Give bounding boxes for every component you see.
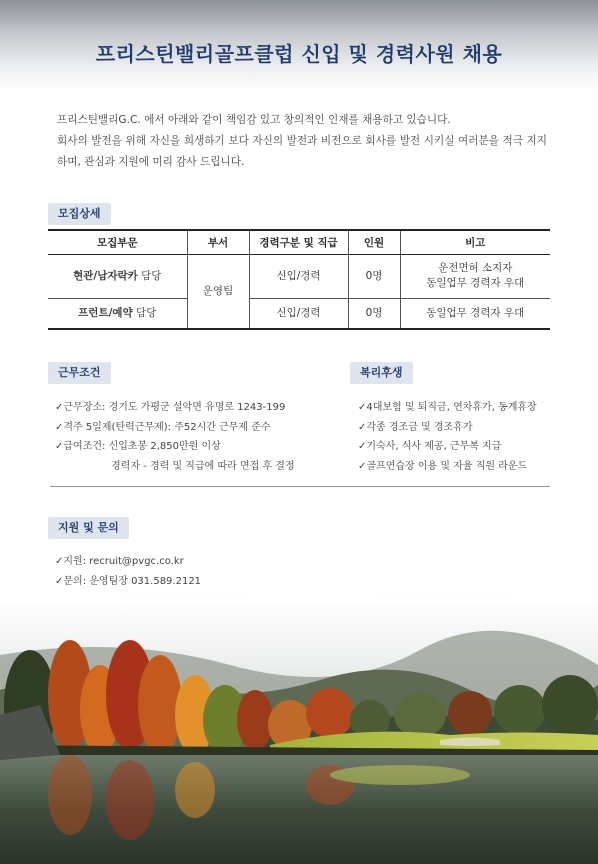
section-recruitment-label: 모집상세 <box>48 203 111 225</box>
role-cell <box>48 254 187 298</box>
benefits-list <box>358 398 558 476</box>
table-row <box>48 254 550 298</box>
col-header-note: 비고 <box>400 230 550 254</box>
career-cell: 신입/경력 <box>249 298 348 329</box>
list-item: ✓지원: recruit@pvgc.co.kr <box>55 556 184 567</box>
section-divider <box>50 486 550 487</box>
career-cell: 신입/경력 <box>249 254 348 298</box>
apply-list <box>55 552 355 591</box>
list-item: ✓각종 경조금 및 경조휴가 <box>358 421 473 433</box>
list-item: 경력자 - 경력 및 직급에 따라 면접 후 결정 <box>111 460 295 472</box>
role-name: 프런트/예약 <box>78 306 133 319</box>
col-header-division: 모집부문 <box>48 230 187 254</box>
note-line: 운전면허 소지자 <box>438 262 513 274</box>
list-item: ✓문의: 운영팀장 031.589.2121 <box>55 575 202 587</box>
role-suffix: 담당 <box>132 306 157 319</box>
recruitment-table <box>48 229 550 330</box>
intro-line-2: 회사의 발전을 위해 자신을 희생하기 보다 자신의 발전과 비전으로 회사를 발전 시키실 여러분을 적극 지지하며, 관심과 지원에 미리 감사 드립니다. <box>57 135 547 168</box>
note-line: 동일업무 경력자 우대 <box>426 277 525 289</box>
intro-text <box>57 110 547 173</box>
list-item: ✓기숙사, 식사 제공, 근무복 지급 <box>358 441 502 452</box>
section-benefits-label: 복리후생 <box>350 362 413 384</box>
role-name: 현관/남자락카 <box>73 269 138 282</box>
list-item: ✓급여조건: 신입초봉 2,850만원 이상 <box>55 441 221 452</box>
list-item: ✓근무장소: 경기도 가평군 설악면 유명로 1243-199 <box>55 402 286 413</box>
col-header-count: 인원 <box>348 230 400 254</box>
list-item: ✓골프연습장 이용 및 자율 직원 라운드 <box>358 460 528 472</box>
count-cell: 0명 <box>348 254 400 298</box>
role-cell <box>48 298 187 329</box>
section-apply-label: 지원 및 문의 <box>48 517 129 539</box>
page-title: 프리스틴밸리골프클럽 신입 및 경력사원 채용 <box>95 42 503 66</box>
conditions-list <box>55 398 345 476</box>
note-cell <box>400 254 550 298</box>
col-header-career: 경력구분 및 직급 <box>249 230 348 254</box>
count-cell: 0명 <box>348 298 400 329</box>
table-row <box>48 298 550 329</box>
section-conditions-label: 근무조건 <box>48 362 111 384</box>
department-cell: 운영팀 <box>187 254 249 329</box>
note-cell: 동일업무 경력자 우대 <box>400 298 550 329</box>
golf-course-landscape-image <box>0 595 598 864</box>
intro-line-1: 프리스틴밸리G.C. 에서 아래와 같이 책임감 있고 창의적인 인재를 채용하고 있습니다. <box>57 114 451 126</box>
table-header-row <box>48 230 550 254</box>
role-suffix: 담당 <box>137 269 162 282</box>
col-header-department: 부서 <box>187 230 249 254</box>
list-item: ✓격주 5일제(탄력근무제): 주52시간 근무제 준수 <box>55 421 271 433</box>
list-item: ✓4대보험 및 퇴직금, 연차휴가, 동계휴장 <box>358 402 537 413</box>
